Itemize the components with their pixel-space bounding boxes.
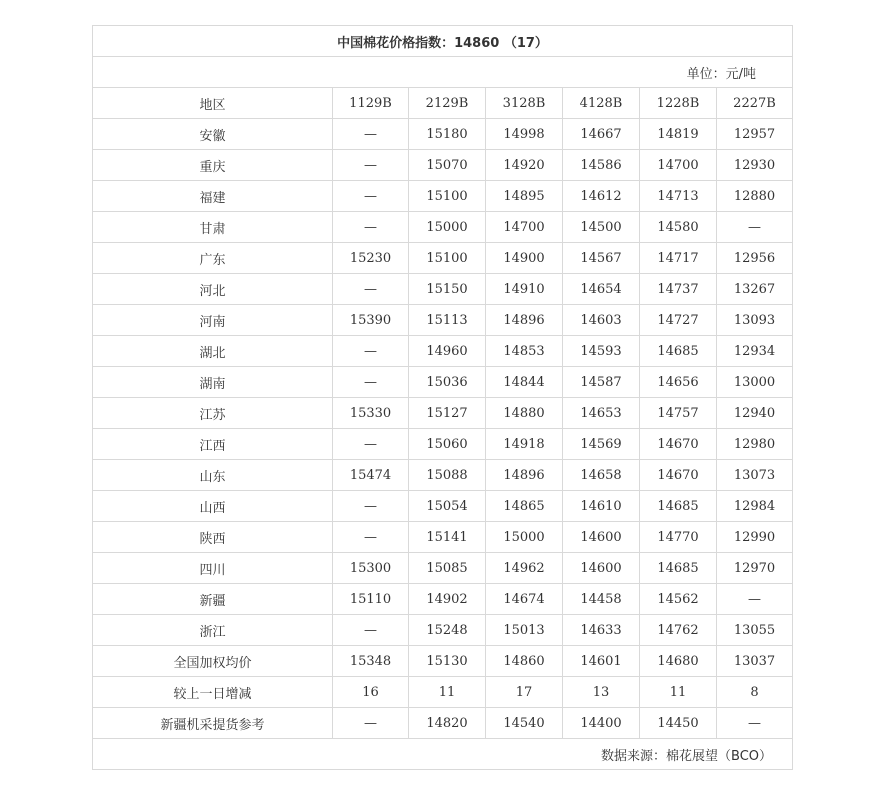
region-cell: 较上一日增减 (93, 677, 333, 708)
price-cell: 15100 (409, 181, 486, 212)
table-row (93, 212, 793, 243)
region-cell: 浙江 (93, 615, 333, 646)
table-title: 中国棉花价格指数：14860 （17） (93, 26, 793, 57)
price-cell: 12880 (717, 181, 793, 212)
title-row (93, 26, 793, 57)
price-cell: — (333, 212, 409, 243)
region-cell: 河南 (93, 305, 333, 336)
price-cell: 14600 (563, 522, 640, 553)
region-cell: 河北 (93, 274, 333, 305)
price-cell: 15000 (486, 522, 563, 553)
price-cell: 15150 (409, 274, 486, 305)
region-cell: 安徽 (93, 119, 333, 150)
price-cell: 14680 (640, 646, 717, 677)
price-cell: 14900 (486, 243, 563, 274)
price-cell: 14587 (563, 367, 640, 398)
price-cell: 14685 (640, 336, 717, 367)
price-cell: 15100 (409, 243, 486, 274)
price-cell: 14770 (640, 522, 717, 553)
price-cell: 12930 (717, 150, 793, 181)
price-cell: 14962 (486, 553, 563, 584)
price-cell: 14658 (563, 460, 640, 491)
price-cell: 14654 (563, 274, 640, 305)
price-cell: 14960 (409, 336, 486, 367)
price-cell: 14910 (486, 274, 563, 305)
source-row (93, 739, 793, 770)
price-cell: 15054 (409, 491, 486, 522)
price-cell: 14593 (563, 336, 640, 367)
price-cell: — (717, 708, 793, 739)
region-cell: 江西 (93, 429, 333, 460)
price-cell: 14567 (563, 243, 640, 274)
price-cell: 14685 (640, 491, 717, 522)
price-cell: — (333, 615, 409, 646)
price-cell: 15390 (333, 305, 409, 336)
unit-label: 单位：元/吨 (93, 57, 793, 88)
region-cell: 山西 (93, 491, 333, 522)
price-cell: 14700 (640, 150, 717, 181)
price-cell: 14633 (563, 615, 640, 646)
table-row (93, 274, 793, 305)
price-cell: 13 (563, 677, 640, 708)
table-row (93, 181, 793, 212)
price-cell: 14820 (409, 708, 486, 739)
price-cell: 14819 (640, 119, 717, 150)
price-cell: 14562 (640, 584, 717, 615)
price-cell: 14601 (563, 646, 640, 677)
price-cell: 14600 (563, 553, 640, 584)
region-cell: 江苏 (93, 398, 333, 429)
table-row (93, 305, 793, 336)
region-cell: 陕西 (93, 522, 333, 553)
table-row (93, 615, 793, 646)
table-row (93, 708, 793, 739)
price-cell: 14880 (486, 398, 563, 429)
table-row (93, 522, 793, 553)
price-cell: 14895 (486, 181, 563, 212)
region-cell: 新疆 (93, 584, 333, 615)
price-cell: 14667 (563, 119, 640, 150)
price-cell: 14865 (486, 491, 563, 522)
price-cell: 14918 (486, 429, 563, 460)
price-cell: 14717 (640, 243, 717, 274)
price-cell: 13055 (717, 615, 793, 646)
header-grade: 4128B (563, 88, 640, 119)
price-cell: 12957 (717, 119, 793, 150)
price-cell: 15060 (409, 429, 486, 460)
price-cell: 14612 (563, 181, 640, 212)
header-row (93, 88, 793, 119)
price-cell: 11 (640, 677, 717, 708)
region-cell: 四川 (93, 553, 333, 584)
region-cell: 甘肃 (93, 212, 333, 243)
price-cell: 14700 (486, 212, 563, 243)
price-cell: 14670 (640, 429, 717, 460)
price-cell: 15348 (333, 646, 409, 677)
price-cell: 14757 (640, 398, 717, 429)
price-cell: — (333, 429, 409, 460)
table-row (93, 119, 793, 150)
price-cell: 14902 (409, 584, 486, 615)
table-row (93, 243, 793, 274)
price-cell: 15070 (409, 150, 486, 181)
table-row (93, 646, 793, 677)
price-cell: 15130 (409, 646, 486, 677)
price-cell: 12990 (717, 522, 793, 553)
price-cell: 14670 (640, 460, 717, 491)
region-cell: 广东 (93, 243, 333, 274)
price-cell: 14610 (563, 491, 640, 522)
header-grade: 1129B (333, 88, 409, 119)
price-cell: 14896 (486, 460, 563, 491)
price-cell: 14450 (640, 708, 717, 739)
header-grade: 3128B (486, 88, 563, 119)
table-row (93, 460, 793, 491)
table-row (93, 150, 793, 181)
price-cell: 15127 (409, 398, 486, 429)
header-grade: 2227B (717, 88, 793, 119)
price-cell: 16 (333, 677, 409, 708)
table-row (93, 677, 793, 708)
region-cell: 新疆机采提货参考 (93, 708, 333, 739)
price-cell: 14500 (563, 212, 640, 243)
header-region: 地区 (93, 88, 333, 119)
price-cell: 14998 (486, 119, 563, 150)
price-cell: 14458 (563, 584, 640, 615)
price-cell: 15230 (333, 243, 409, 274)
price-cell: 13073 (717, 460, 793, 491)
price-cell: 13267 (717, 274, 793, 305)
price-cell: 12934 (717, 336, 793, 367)
price-cell: — (333, 181, 409, 212)
header-grade: 1228B (640, 88, 717, 119)
price-cell: 14685 (640, 553, 717, 584)
price-cell: 14580 (640, 212, 717, 243)
price-cell: 15248 (409, 615, 486, 646)
table-row (93, 491, 793, 522)
table-row (93, 553, 793, 584)
price-cell: 13037 (717, 646, 793, 677)
table-row (93, 336, 793, 367)
price-cell: 14653 (563, 398, 640, 429)
price-cell: 14603 (563, 305, 640, 336)
price-cell: 14896 (486, 305, 563, 336)
price-cell: — (333, 708, 409, 739)
price-cell: 8 (717, 677, 793, 708)
price-cell: 13000 (717, 367, 793, 398)
price-cell: 12984 (717, 491, 793, 522)
price-cell: 15474 (333, 460, 409, 491)
price-cell: 14540 (486, 708, 563, 739)
price-cell: 15180 (409, 119, 486, 150)
table-row (93, 367, 793, 398)
price-cell: 15000 (409, 212, 486, 243)
price-cell: 14737 (640, 274, 717, 305)
table-row (93, 429, 793, 460)
price-cell: 15300 (333, 553, 409, 584)
price-cell: 14762 (640, 615, 717, 646)
price-cell: 12956 (717, 243, 793, 274)
price-cell: 15113 (409, 305, 486, 336)
price-cell: 14727 (640, 305, 717, 336)
price-cell: 15036 (409, 367, 486, 398)
price-cell: 14713 (640, 181, 717, 212)
price-cell: 14674 (486, 584, 563, 615)
price-cell: 14920 (486, 150, 563, 181)
price-cell: 15330 (333, 398, 409, 429)
price-cell: — (333, 150, 409, 181)
price-cell: 14586 (563, 150, 640, 181)
price-cell: — (333, 367, 409, 398)
unit-row (93, 57, 793, 88)
price-cell: — (333, 522, 409, 553)
price-cell: 15088 (409, 460, 486, 491)
price-table-container (92, 25, 792, 770)
price-cell: 15013 (486, 615, 563, 646)
price-cell: 15141 (409, 522, 486, 553)
price-cell: 12940 (717, 398, 793, 429)
table-row (93, 584, 793, 615)
price-cell: — (333, 119, 409, 150)
price-cell: 12980 (717, 429, 793, 460)
price-cell: — (717, 212, 793, 243)
price-cell: 14656 (640, 367, 717, 398)
price-cell: — (717, 584, 793, 615)
price-cell: 14860 (486, 646, 563, 677)
cotton-price-table (92, 25, 793, 770)
price-cell: 15110 (333, 584, 409, 615)
region-cell: 全国加权均价 (93, 646, 333, 677)
price-cell: — (333, 274, 409, 305)
price-cell: 14853 (486, 336, 563, 367)
region-cell: 湖北 (93, 336, 333, 367)
region-cell: 重庆 (93, 150, 333, 181)
price-cell: 11 (409, 677, 486, 708)
price-cell: 12970 (717, 553, 793, 584)
price-cell: 14400 (563, 708, 640, 739)
price-cell: — (333, 336, 409, 367)
table-row (93, 398, 793, 429)
price-cell: 17 (486, 677, 563, 708)
data-source: 数据来源：棉花展望（BCO） (93, 739, 793, 770)
region-cell: 山东 (93, 460, 333, 491)
price-cell: 14844 (486, 367, 563, 398)
region-cell: 福建 (93, 181, 333, 212)
price-cell: — (333, 491, 409, 522)
header-grade: 2129B (409, 88, 486, 119)
price-cell: 14569 (563, 429, 640, 460)
price-cell: 15085 (409, 553, 486, 584)
region-cell: 湖南 (93, 367, 333, 398)
price-cell: 13093 (717, 305, 793, 336)
